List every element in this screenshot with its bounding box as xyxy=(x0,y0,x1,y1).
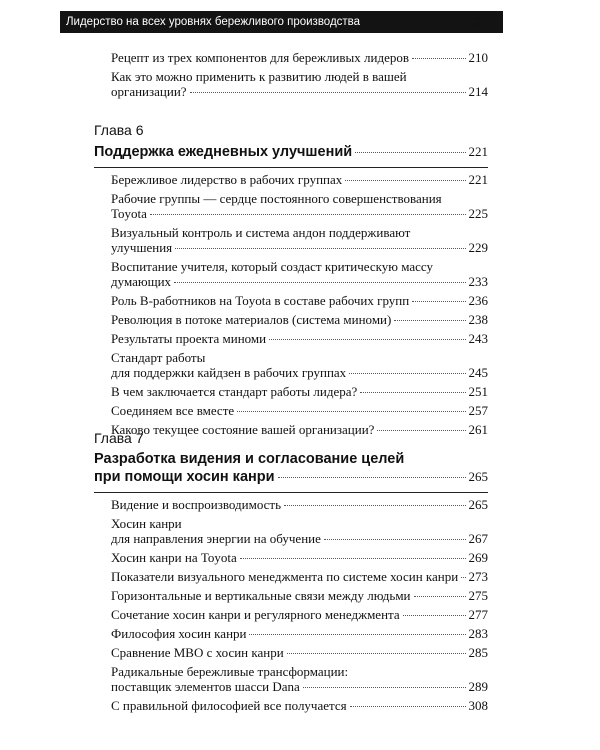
toc-line xyxy=(111,664,488,679)
toc-entry[interactable] xyxy=(94,225,488,255)
page-number: 7 xyxy=(474,14,482,30)
entry-title: поставщик элементов шасси Dana xyxy=(111,679,300,694)
dot-leader xyxy=(403,615,466,616)
dot-leader xyxy=(324,539,466,540)
toc-entry[interactable] xyxy=(94,312,488,327)
entry-title: Видение и воспроизводимость xyxy=(111,497,282,512)
toc-line xyxy=(111,645,488,660)
entry-title: С правильной философией все получается xyxy=(111,698,347,713)
entry-page: 285 xyxy=(468,645,488,660)
entry-title: Toyota xyxy=(111,206,147,221)
toc-entry[interactable] xyxy=(94,516,488,546)
running-title: Лидерство на всех уровнях бережливого производства xyxy=(66,16,361,28)
toc-line xyxy=(111,497,488,512)
toc-line xyxy=(111,69,488,84)
toc-line xyxy=(111,225,488,240)
toc-line xyxy=(111,191,488,206)
toc-line xyxy=(111,172,488,187)
entry-title: для поддержки кайдзен в рабочих группах xyxy=(111,365,347,380)
dot-leader xyxy=(190,92,466,93)
entry-title: Философия хосин канри xyxy=(111,626,247,641)
entry-page: 283 xyxy=(468,626,488,641)
entry-page: 233 xyxy=(468,274,488,289)
entry-page: 275 xyxy=(468,588,488,603)
toc-line xyxy=(111,84,488,99)
entry-title: Хосин канри на Toyota xyxy=(111,550,237,565)
toc-line xyxy=(111,626,488,641)
toc-entry[interactable] xyxy=(94,259,488,289)
chapter-separator xyxy=(94,167,488,168)
entry-title: Как это можно применить к развитию людей в вашей xyxy=(111,69,407,84)
chapter-title[interactable] xyxy=(94,451,488,486)
dot-leader xyxy=(461,577,465,578)
toc-entry[interactable] xyxy=(94,331,488,346)
dot-leader xyxy=(303,687,466,688)
toc-entry[interactable] xyxy=(94,550,488,565)
entry-page: 214 xyxy=(468,84,488,99)
toc-entry[interactable] xyxy=(94,664,488,694)
toc-entry[interactable] xyxy=(94,293,488,308)
chapter-label: Глава 6 xyxy=(94,122,144,138)
entry-page: 257 xyxy=(468,403,488,418)
entry-page: 221 xyxy=(468,172,488,187)
dot-leader xyxy=(237,411,465,412)
toc-entry[interactable] xyxy=(94,50,488,65)
chapter-7-entries xyxy=(94,492,488,713)
dot-leader xyxy=(414,596,466,597)
dot-leader xyxy=(345,180,465,181)
chapter-6-entries xyxy=(94,167,488,437)
chapter-page: 221 xyxy=(468,144,488,159)
chapter-separator xyxy=(94,492,488,493)
toc-line xyxy=(111,350,488,365)
chapter-page: 265 xyxy=(468,469,488,484)
entry-page: 243 xyxy=(468,331,488,346)
toc-entry[interactable] xyxy=(94,350,488,380)
chapter-title-text: Разработка видения и согласование целей xyxy=(94,451,405,467)
toc-line xyxy=(111,516,488,531)
chapter-title[interactable] xyxy=(94,143,488,161)
entry-title: Рабочие группы — сердце постоянного совершенствования xyxy=(111,191,442,206)
chapter-title-text: при помощи хосин канри xyxy=(94,469,275,485)
entry-page: 261 xyxy=(468,422,488,437)
dot-leader xyxy=(412,301,465,302)
toc-line xyxy=(111,50,488,65)
dot-leader xyxy=(287,653,466,654)
dot-leader xyxy=(355,152,465,153)
entry-page: 238 xyxy=(468,312,488,327)
entry-page: 251 xyxy=(468,384,488,399)
toc-entry[interactable] xyxy=(94,384,488,399)
toc-line xyxy=(111,679,488,694)
entry-title: Визуальный контроль и система андон поддерживают xyxy=(111,225,411,240)
toc-entry[interactable] xyxy=(94,626,488,641)
toc-entry[interactable] xyxy=(94,403,488,418)
toc-line xyxy=(111,331,488,346)
toc-line xyxy=(111,206,488,221)
entry-title: для направления энергии на обучение xyxy=(111,531,321,546)
entry-title: Рецепт из трех компонентов для бережливых лидеров xyxy=(111,50,409,65)
entry-page: 269 xyxy=(468,550,488,565)
dot-leader xyxy=(269,339,465,340)
toc-line xyxy=(94,451,488,468)
entry-page: 277 xyxy=(468,607,488,622)
entry-title: Сочетание хосин канри и регулярного менеджмента xyxy=(111,607,400,622)
entry-title: Воспитание учителя, который создаст критическую массу xyxy=(111,259,434,274)
toc-entry[interactable] xyxy=(94,569,488,584)
chapter-6-section xyxy=(94,122,488,441)
entry-title: Хосин канри xyxy=(111,516,182,531)
entry-title: Горизонтальные и вертикальные связи между людьми xyxy=(111,588,411,603)
toc-line xyxy=(111,531,488,546)
toc-entry[interactable] xyxy=(94,497,488,512)
entry-page: 289 xyxy=(468,679,488,694)
toc-entry[interactable] xyxy=(94,698,488,713)
toc-line xyxy=(111,259,488,274)
entry-page: 308 xyxy=(468,698,488,713)
chapter-label: Глава 7 xyxy=(94,430,144,446)
dot-leader xyxy=(284,505,465,506)
toc-line xyxy=(111,240,488,255)
dot-leader xyxy=(278,477,466,478)
dot-leader xyxy=(249,634,465,635)
entry-title: Роль B-работников на Toyota в составе рабочих групп xyxy=(111,293,410,308)
toc-line xyxy=(111,698,488,713)
entry-page: 267 xyxy=(468,531,488,546)
entry-title: Показатели визуального менеджмента по системе хосин канри xyxy=(111,569,459,584)
entry-title: Революция в потоке материалов (система миноми) xyxy=(111,312,392,327)
entry-page: 265 xyxy=(468,497,488,512)
toc-line xyxy=(111,550,488,565)
dot-leader xyxy=(174,282,465,283)
dot-leader xyxy=(360,392,465,393)
toc-line xyxy=(111,607,488,622)
toc-line xyxy=(111,403,488,418)
entry-page: 229 xyxy=(468,240,488,255)
entry-title: Соединяем все вместе xyxy=(111,403,235,418)
dot-leader xyxy=(150,214,466,215)
toc-entry[interactable] xyxy=(94,191,488,221)
toc-line xyxy=(111,293,488,308)
toc-entry[interactable] xyxy=(94,645,488,660)
dot-leader xyxy=(240,558,466,559)
dot-leader xyxy=(394,320,465,321)
entry-page: 236 xyxy=(468,293,488,308)
dot-leader xyxy=(412,58,466,59)
entry-title: думающих xyxy=(111,274,172,289)
entry-page: 210 xyxy=(468,50,488,65)
entry-page: 225 xyxy=(468,206,488,221)
chapter-7-section xyxy=(94,430,488,717)
chapter-title-text: Поддержка ежедневных улучшений xyxy=(94,144,353,160)
entry-title: Каково текущее состояние вашей организации? xyxy=(111,422,375,437)
toc-line xyxy=(94,143,488,161)
entry-page: 245 xyxy=(468,365,488,380)
dot-leader xyxy=(175,248,465,249)
entry-title: улучшения xyxy=(111,240,173,255)
toc-line xyxy=(111,569,488,584)
toc-line xyxy=(111,384,488,399)
entry-title: Сравнение MBO с хосин канри xyxy=(111,645,284,660)
entry-title: организации? xyxy=(111,84,187,99)
dot-leader xyxy=(350,706,466,707)
toc-line xyxy=(111,588,488,603)
toc-entry[interactable] xyxy=(94,69,488,99)
toc-entry[interactable] xyxy=(94,588,488,603)
dot-leader xyxy=(349,373,465,374)
toc-entry[interactable] xyxy=(94,172,488,187)
toc-line xyxy=(111,365,488,380)
running-header xyxy=(60,11,503,33)
entry-title: Бережливое лидерство в рабочих группах xyxy=(111,172,343,187)
toc-line xyxy=(111,312,488,327)
toc-entry[interactable] xyxy=(94,607,488,622)
toc-line xyxy=(94,468,488,486)
toc-line xyxy=(111,274,488,289)
toc-continuation xyxy=(94,50,488,103)
entry-page: 273 xyxy=(468,569,488,584)
entry-title: Стандарт работы xyxy=(111,350,206,365)
entry-title: В чем заключается стандарт работы лидера? xyxy=(111,384,358,399)
entry-title: Радикальные бережливые трансформации: xyxy=(111,664,349,679)
entry-title: Результаты проекта миноми xyxy=(111,331,267,346)
